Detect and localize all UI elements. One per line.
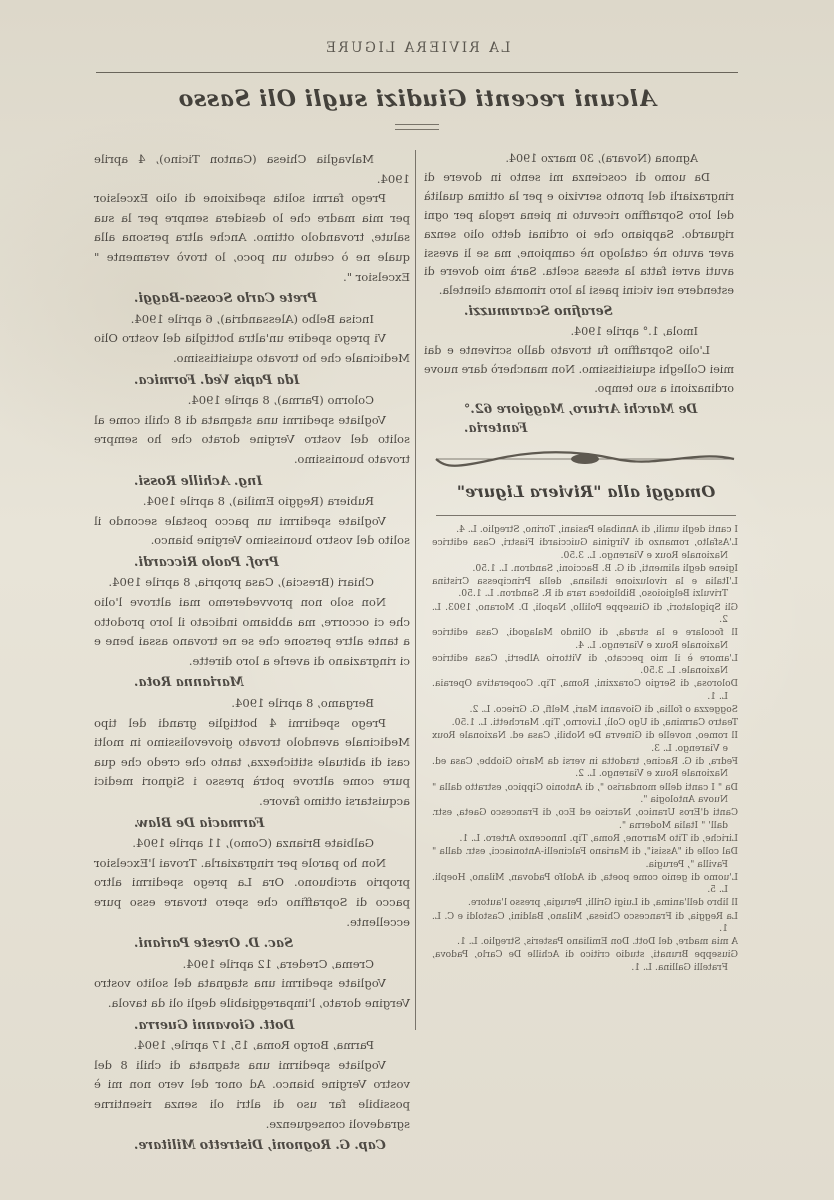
testimonial-place: Colorno (Parma), 8 aprile 1904. (187, 393, 374, 408)
list-item: Il focolare e la strada, di Olindo Malagodi, Casa editrice Nazionale Roux e Viarengo. L. 4. (432, 627, 738, 651)
list-item: L'Asfalto, romanzo di Virginia Guicciardi Fiastri, Casa editrice Nazionale Roux e Viarengo. L. 3.50. (432, 537, 738, 561)
list-item: L'amore è il mio peccato, di Vittorio Alberti, Casa editrice Nazionale. L. 3.50. (432, 652, 738, 677)
testimonial (94, 1036, 410, 1155)
testimonial-place: Crema, Credera, 12 aprile 1904. (182, 956, 374, 971)
testimonial-place: Bergamo, 8 aprile 1904. (231, 696, 374, 711)
testimonial-signature: Marianna Rota. (134, 674, 244, 690)
list-item: La Reggia, di Francesco Chiesa, Milano, Baldini, Castoldi e C. L. 1. (432, 910, 738, 934)
ornamental-divider (434, 450, 736, 468)
testimonial (94, 391, 410, 490)
testimonial-signature: Serafino Scaramuzzi. (464, 303, 613, 319)
list-item: Dal colle di "Assisi", di Mariano Falcinelli-Antoniacci, estr. dalla " Favilla ", Perugia. (432, 846, 738, 870)
list-item: Il libro dell'anima, di Luigi Grilli, Perugia, presso l'autore. (467, 897, 738, 909)
testimonial-body: Non ho parole per ringraziarla. Trovai l'Excelsior proprio arcibuono. Ora La prego spedirmi altro pacco di Sopraffino che spero trovare esso pure eccellente. (94, 855, 410, 929)
testimonial-body: Vogliate spedirmi una stagnata del solito vostro Vergine dorato, l'impareggiabile degli oli da tavola. (94, 976, 410, 1010)
list-item: A mia madre, del Dott. Don Emiliano Pasteris, Streglio. L. 1. (457, 936, 738, 948)
omaggi-list (432, 524, 738, 975)
testimonial-body: Prego spedirmi 4 bottiglie grandi del tipo Medicinale avendolo trovato giovevolissimo in molti casi di abituale stitichezza, tanto che credo che qua pure come altrove potrà presso i Signori medici acquistarsi ottimo favore. (94, 715, 410, 808)
testimonial-signature: Dott. Giovanni Guerra. (134, 1016, 295, 1032)
testimonial-body: Vogliate spedirmi un pacco postale secondo il solito del vostro buonissimo Vergine bianco. (94, 513, 410, 548)
list-item: L'uomo di genio come poeta, di Adolfo Padovan, Milano, Hoepli. L. 5. (432, 871, 738, 896)
list-item: Canti d'Eros Uranico, Narciso ed Eco, di Francesco Gaeta, estr. dall' " Italia Moderna ". (432, 807, 738, 831)
testimonial-signature: Cap. G. Rognoni, Distretto Militare. (134, 1137, 386, 1153)
testimonial-place: Chiari (Brescia), Casa propria, 8 aprile 1904. (108, 575, 374, 590)
list-item: Il romeo, novelle di Ginevra De Nobili, Casa ed. Nazionale Roux e Viarengo. L. 3. (432, 730, 738, 754)
omaggi-title: Omaggi alla "Riviera Ligure" (456, 482, 716, 501)
testimonial-signature: Sac. D. Oreste Pariani. (134, 935, 294, 951)
testimonials-column-1 (424, 150, 734, 440)
list-item: L'Italia e la rivoluzione italiana, della Principessa Cristina Trivulzi Belgioioso, Biblioteca rara di R. Sandron. L. 1.50. (432, 576, 738, 600)
testimonial-place: Galbiate Brianza (Como), 11 aprile 1904. (132, 836, 374, 851)
testimonial-signature: Prof. Paolo Riccardi. (134, 553, 279, 569)
title-ornament (395, 124, 439, 130)
testimonial (94, 694, 410, 832)
testimonial-signature: Ing. Achille Rossi. (134, 472, 263, 488)
testimonials-column-2 (94, 150, 410, 1157)
testimonial-body: Da uomo di coscienza mi sento in dovere di ringraziarli del pronto servizio e per la ottima qualità del loro Sopraffino ricevuto in piena regola per ogni riguardo. Sappiano che io ordinai detto olio senza aver avuto nè catalogo nè campione, ma se li avessi avuti avrei fatta la stessa scelta. Sarà mio dovere di estendere nei vicini paesi la loro rinomata clientela. (424, 170, 734, 298)
list-item: Fedra, di G. Racine, tradotta in versi da Mario Giobbe, Casa ed. Nazionale Roux e Viarengo. L. 2. (432, 756, 738, 780)
list-item: Da " I canti delle mondariso ", di Antonio Cippico, estratto dalla " Nuova Antologia ". (432, 781, 738, 806)
list-item: Igiene degli alimenti, di G. B. Baccioni, Sandron. L. 1.50. (472, 562, 738, 574)
testimonial-signature: Ida Papis Ved. Formica. (134, 371, 300, 387)
testimonial-signature: Prete Carlo Scossa-Baggi. (134, 290, 318, 306)
testimonial (94, 834, 410, 953)
running-head: LA RIVIERA LIGURE (323, 40, 511, 56)
testimonial (424, 150, 734, 321)
top-rule (96, 72, 738, 73)
list-item: Giuseppe Brunati, studio critico di Achille De Carlo, Padova, Fratelli Gallina. L. 1. (432, 949, 738, 973)
testimonial-body: Vogliate spedirmi una stagnata di 8 chili come al solito del vostro Vergine dorato che ho sempre trovato buonissimo. (94, 412, 410, 466)
list-item: Soggezza o follia, di Giovanni Mari, Melfi, G. Grieco. L. 2. (469, 704, 738, 716)
testimonial-body: Prego farmi solita spedizione di olio Excelsior per mia madre che lo desidera sempre per la sua salute, trovandolo ottimo. Anche altra persona alla quale ne ò ceduto un poco, lo trovò veramente " Excelsior ". (94, 191, 410, 284)
list-item: Dolorosa, di Sergio Corazzini, Roma, Tip. Cooperativa Operaia. L. 1. (432, 678, 738, 702)
testimonial-body: Non solo non provvederemo mai altrove l'olio che ci occorre, ma abbiamo indicato il loro prodotto a tante altre persone che se ne trovano assai bene e ci ringraziano di averle a loro dirette. (94, 595, 410, 668)
omaggi-rule (436, 515, 736, 516)
page-title: Alcuni recenti Giudizi sugli Oli Sasso (178, 86, 656, 112)
testimonial-body: L'olio Sopraffino fu trovato dallo scrivente e dai miei Colleghi squisitissimo. Non mancherò dare nuove ordinazioni a suo tempo. (424, 344, 734, 395)
testimonial (94, 573, 410, 692)
testimonial (94, 150, 410, 308)
testimonial-signature: Farmacia De Blaw. (134, 814, 265, 830)
testimonial-place: Parma, Borgo Roma, 15, 17 aprile, 1904. (133, 1038, 374, 1053)
testimonial (424, 323, 734, 437)
list-item: I canti degli umili, di Annibale Pasiani, Torino, Streglio. L. 4. (456, 524, 738, 535)
testimonial-place: Malvaglia Chiesa (Canton Ticino), 4 aprile 1904. (94, 152, 410, 186)
list-item: Gli Spigolatori, di Giuseppe Polillo, Napoli, D. Morano, 1903. L. 2. (432, 601, 738, 626)
testimonial (94, 955, 410, 1034)
column-separator (415, 150, 416, 1030)
testimonial-place: Rubiera (Reggio Emilia), 8 aprile 1904. (142, 494, 374, 509)
testimonial-signature: De Marchi Arturo, Maggiore 62.° Fanteria. (464, 400, 698, 435)
testimonial-place: Agnona (Novara), 30 marzo 1904. (505, 152, 698, 165)
testimonial-body: Vi prego spedire un'altra bottiglia del vostro Olio Medicinale che ho trovato squisitissimo. (94, 331, 410, 365)
list-item: Liriche, di Tito Marrone, Roma, Tip. Innocenzo Artero. L. 1. (459, 832, 738, 844)
testimonial-body: Vogliate spedirmi una stagnata di chili 8 del vostro Vergine bianco. Ad onor del vero non mi è possibile far uso di altri oli senza risentirne sgradevoli conseguenze. (94, 1057, 410, 1131)
testimonial-place: Incisa Belbo (Alessandria), 6 aprile 1904. (130, 311, 374, 326)
testimonial-place: Imola, 1.° aprile 1904. (570, 325, 698, 339)
testimonial (94, 310, 410, 389)
testimonial (94, 492, 410, 571)
list-item: Teatro Carmina, di Ugo Colì, Livorno, Tip. Marchetti. L. 1.50. (451, 717, 738, 729)
